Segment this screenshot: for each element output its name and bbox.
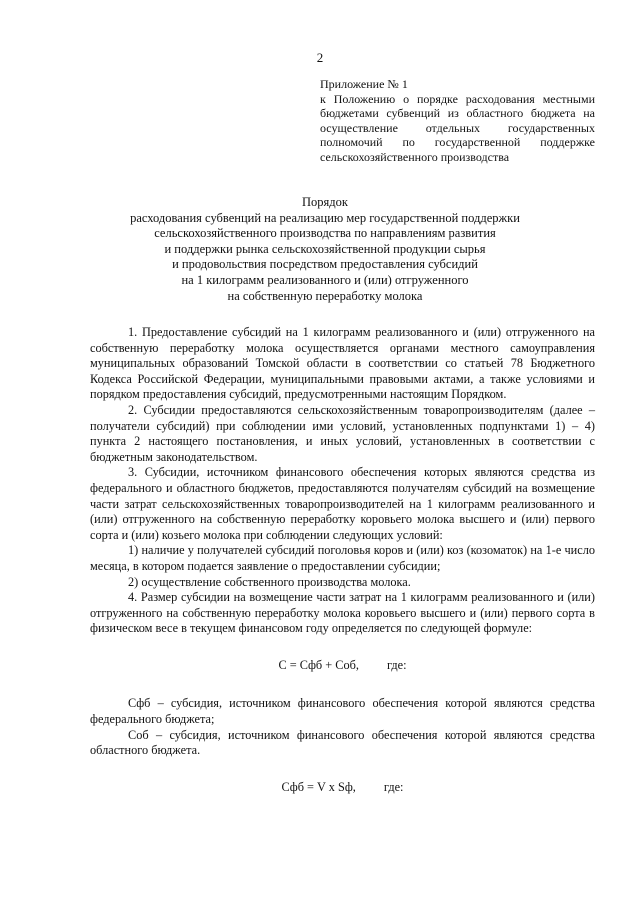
definition-sfb: Сфб – субсидия, источником финансового обеспечения которой являются средства федерального бюджета;	[90, 696, 595, 727]
formula-2	[90, 780, 595, 796]
paragraph-1: 1. Предоставление субсидий на 1 килограмм реализованного и (или) отгруженного на собственную переработку молока осуществляется органами местного самоуправления муниципальных образований Томской области в соответствии со статьей 78 Бюджетного Кодекса Российской Федерации, муниципальными правовыми актами, а также условиями и порядком предоставления субсидий, предусмотренными настоящим Порядком.	[90, 325, 595, 402]
formula-1	[90, 658, 595, 674]
appendix-heading: Приложение № 1	[320, 77, 408, 91]
formula-2-expression: Сфб = V х Sф,	[281, 779, 356, 794]
document-title	[90, 195, 560, 304]
definition-sob: Соб – субсидия, источником финансового обеспечения которой являются средства областного бюджета.	[90, 727, 595, 758]
formula-2-where: где:	[383, 779, 404, 794]
paragraph-2: 2. Субсидии предоставляются сельскохозяйственным товаропроизводителям (далее – получатели субсидий) при соблюдении ими условий, установленных подпунктами 1) – 4) пункта 2 настоящего постановления, и иных условий, установленных в соответствии с бюджетным законодательством.	[90, 402, 595, 464]
title-line: на собственную переработку молока	[227, 288, 423, 303]
formula-1-expression: С = Сфб + Соб,	[278, 657, 359, 672]
paragraph-3-item-1: 1) наличие у получателей субсидий поголовья коров и (или) коз (козоматок) на 1-е число месяца, в котором подается заявление о предоставлении субсидии;	[90, 543, 595, 573]
title-line: и поддержки рынка сельскохозяйственной продукции сырья	[164, 241, 486, 256]
paragraph-4: 4. Размер субсидии на возмещение части затрат на 1 килограмм реализованного и (или) отгруженного на собственную переработку молока коровьего высшего и (или) первого сорта в физическом весе в текущем финансовом году определяется по следующей формуле:	[90, 590, 595, 636]
title-line: расходования субвенций на реализацию мер государственной поддержки	[130, 210, 520, 225]
page-number: 2	[316, 50, 324, 65]
title-line: Порядок	[302, 195, 348, 209]
appendix-body: к Положению о порядке расходования местными бюджетами субвенций из областного бюджета на осуществление отдельных государственных полномочий по государственной поддержке сельскохозяйственного производства	[320, 91, 595, 164]
title-line: сельскохозяйственного производства по направлениям развития	[154, 226, 496, 241]
document-body	[90, 325, 595, 795]
paragraph-3-item-2: 2) осуществление собственного производства молока.	[128, 574, 411, 589]
title-line: и продовольствия посредством предоставления субсидий	[172, 257, 478, 272]
appendix-block	[320, 77, 595, 165]
paragraph-3: 3. Субсидии, источником финансового обеспечения которых являются средства из федерального и областного бюджетов, предоставляются получателям субсидий на возмещение части затрат сельскохозяйственных товаропроизводителей на 1 килограмм реализованного и (или) отгруженного на собственную переработку коровьего молока высшего и (или) первого сорта и (или) козьего молока при соблюдении следующих условий:	[90, 465, 595, 542]
title-line: на 1 килограмм реализованного и (или) отгруженного	[181, 272, 469, 287]
formula-1-where: где:	[386, 657, 407, 672]
